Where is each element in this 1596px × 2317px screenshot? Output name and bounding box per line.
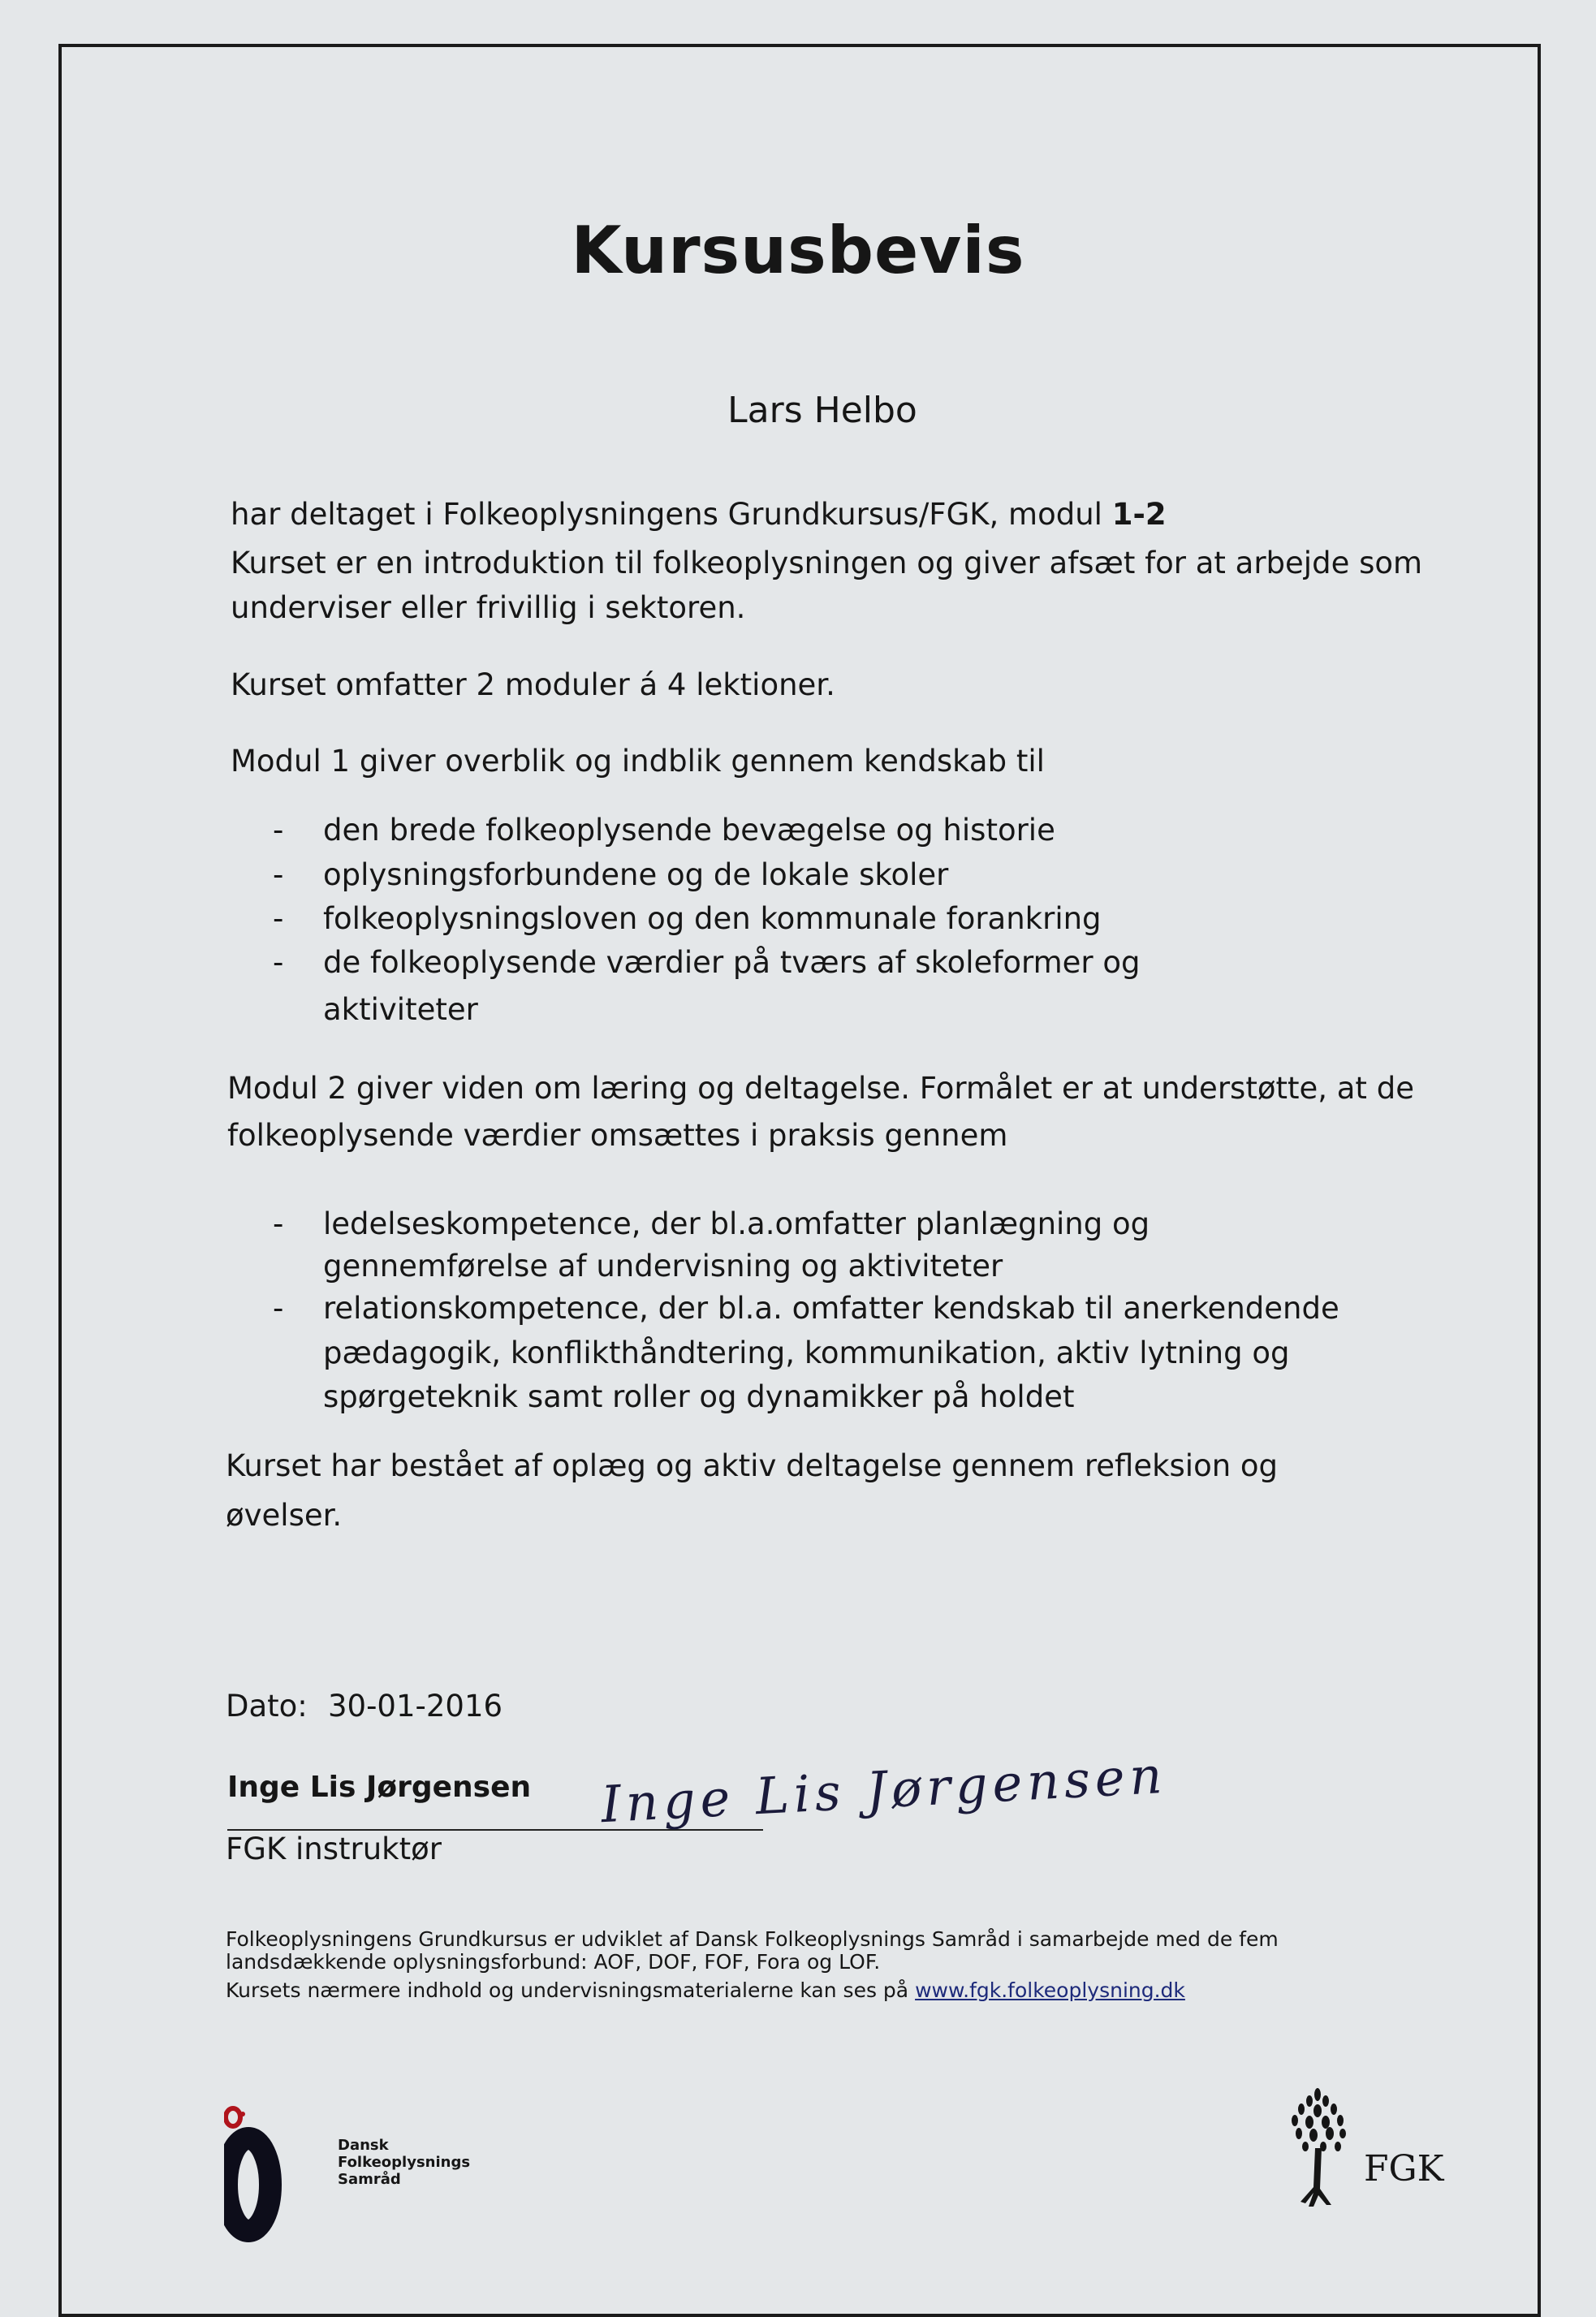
instructor-role: FGK instruktør xyxy=(226,1832,442,1866)
module2-bullet: relationskompetence, der bl.a. omfatter kendskab til anerkendende xyxy=(323,1291,1339,1326)
module1-bullet-continued: aktiviteter xyxy=(323,992,478,1027)
instructor-name: Inge Lis Jørgensen xyxy=(227,1771,532,1804)
module1-bullet: folkeoplysningsloven og den kommunale forankring xyxy=(323,901,1102,936)
dfs-line: Samråd xyxy=(338,2171,401,2188)
module2-bullet-continued: gennemførelse af undervisning og aktiviteter xyxy=(323,1249,1003,1284)
module2-bullet: ledelseskompetence, der bl.a.omfatter planlægning og xyxy=(323,1206,1150,1241)
module2-bullet-continued: pædagogik, konflikthåndtering, kommunikation, aktiv lytning og xyxy=(323,1335,1290,1370)
recipient-name: Lars Helbo xyxy=(727,390,917,431)
tree-icon xyxy=(1273,2083,1370,2213)
fgk-logo xyxy=(1273,2083,1451,2213)
dfs-logo-text xyxy=(338,2137,470,2188)
certificate-title: Kursusbevis xyxy=(571,213,1025,288)
certificate-border xyxy=(58,44,1541,2317)
dfs-line: Folkeoplysnings xyxy=(338,2154,471,2171)
intro-line-2: Kurset er en introduktion til folkeoplysningen og giver afsæt for at arbejde som xyxy=(231,546,1423,580)
bullet-dash: - xyxy=(273,1206,284,1241)
footer-line-2: landsdækkende oplysningsforbund: AOF, DOF, FOF, Fora og LOF. xyxy=(226,1950,881,1974)
course-scope: Kurset omfatter 2 moduler á 4 lektioner. xyxy=(231,667,835,702)
module1-bullet: oplysningsforbundene og de lokale skoler xyxy=(323,857,949,892)
bullet-dash: - xyxy=(273,857,284,892)
dfs-line: Dansk xyxy=(338,2137,389,2154)
module2-bullet-continued: spørgeteknik samt roller og dynamikker på holdet xyxy=(323,1379,1075,1414)
handwritten-signature: Inge Lis Jørgensen xyxy=(599,1745,1169,1835)
module1-bullet: de folkeoplysende værdier på tværs af skoleformer og xyxy=(323,945,1141,980)
bullet-dash: - xyxy=(273,945,284,980)
footer-line-3 xyxy=(226,1978,1185,2002)
module1-bullet: den brede folkeoplysende bevægelse og historie xyxy=(323,813,1055,848)
date-value: 30-01-2016 xyxy=(328,1689,503,1724)
footer-text: Kursets nærmere indhold og undervisningsmaterialerne kan ses på xyxy=(226,1978,909,2002)
module2-heading-2: folkeoplysende værdier omsættes i praksis gennem xyxy=(227,1118,1008,1153)
closing-line-2: øvelser. xyxy=(226,1498,343,1533)
bullet-dash: - xyxy=(273,901,284,936)
module1-heading: Modul 1 giver overblik og indblik gennem kendskab til xyxy=(231,744,1045,779)
module2-heading-1: Modul 2 giver viden om læring og deltagelse. Formålet er at understøtte, at de xyxy=(227,1071,1414,1106)
closing-line-1: Kurset har bestået af oplæg og aktiv deltagelse gennem refleksion og xyxy=(226,1448,1279,1483)
fgk-website-link[interactable]: www.fgk.folkeoplysning.dk xyxy=(915,1978,1185,2002)
fgk-logo-text: FGK xyxy=(1364,2148,1444,2190)
intro-line-3: underviser eller frivillig i sektoren. xyxy=(231,590,746,625)
bullet-dash: - xyxy=(273,1291,284,1326)
intro-line-1 xyxy=(231,497,1167,532)
intro-text: har deltaget i Folkeoplysningens Grundkursus/FGK, modul xyxy=(231,497,1102,532)
dfs-logo xyxy=(224,2106,484,2252)
module-range: 1-2 xyxy=(1111,497,1167,532)
date-label: Dato: xyxy=(226,1689,308,1724)
bullet-dash: - xyxy=(273,813,284,848)
footer-line-1: Folkeoplysningens Grundkursus er udviklet af Dansk Folkeoplysnings Samråd i samarbejde med de fem xyxy=(226,1927,1279,1951)
dfs-ring-icon xyxy=(224,2106,338,2252)
